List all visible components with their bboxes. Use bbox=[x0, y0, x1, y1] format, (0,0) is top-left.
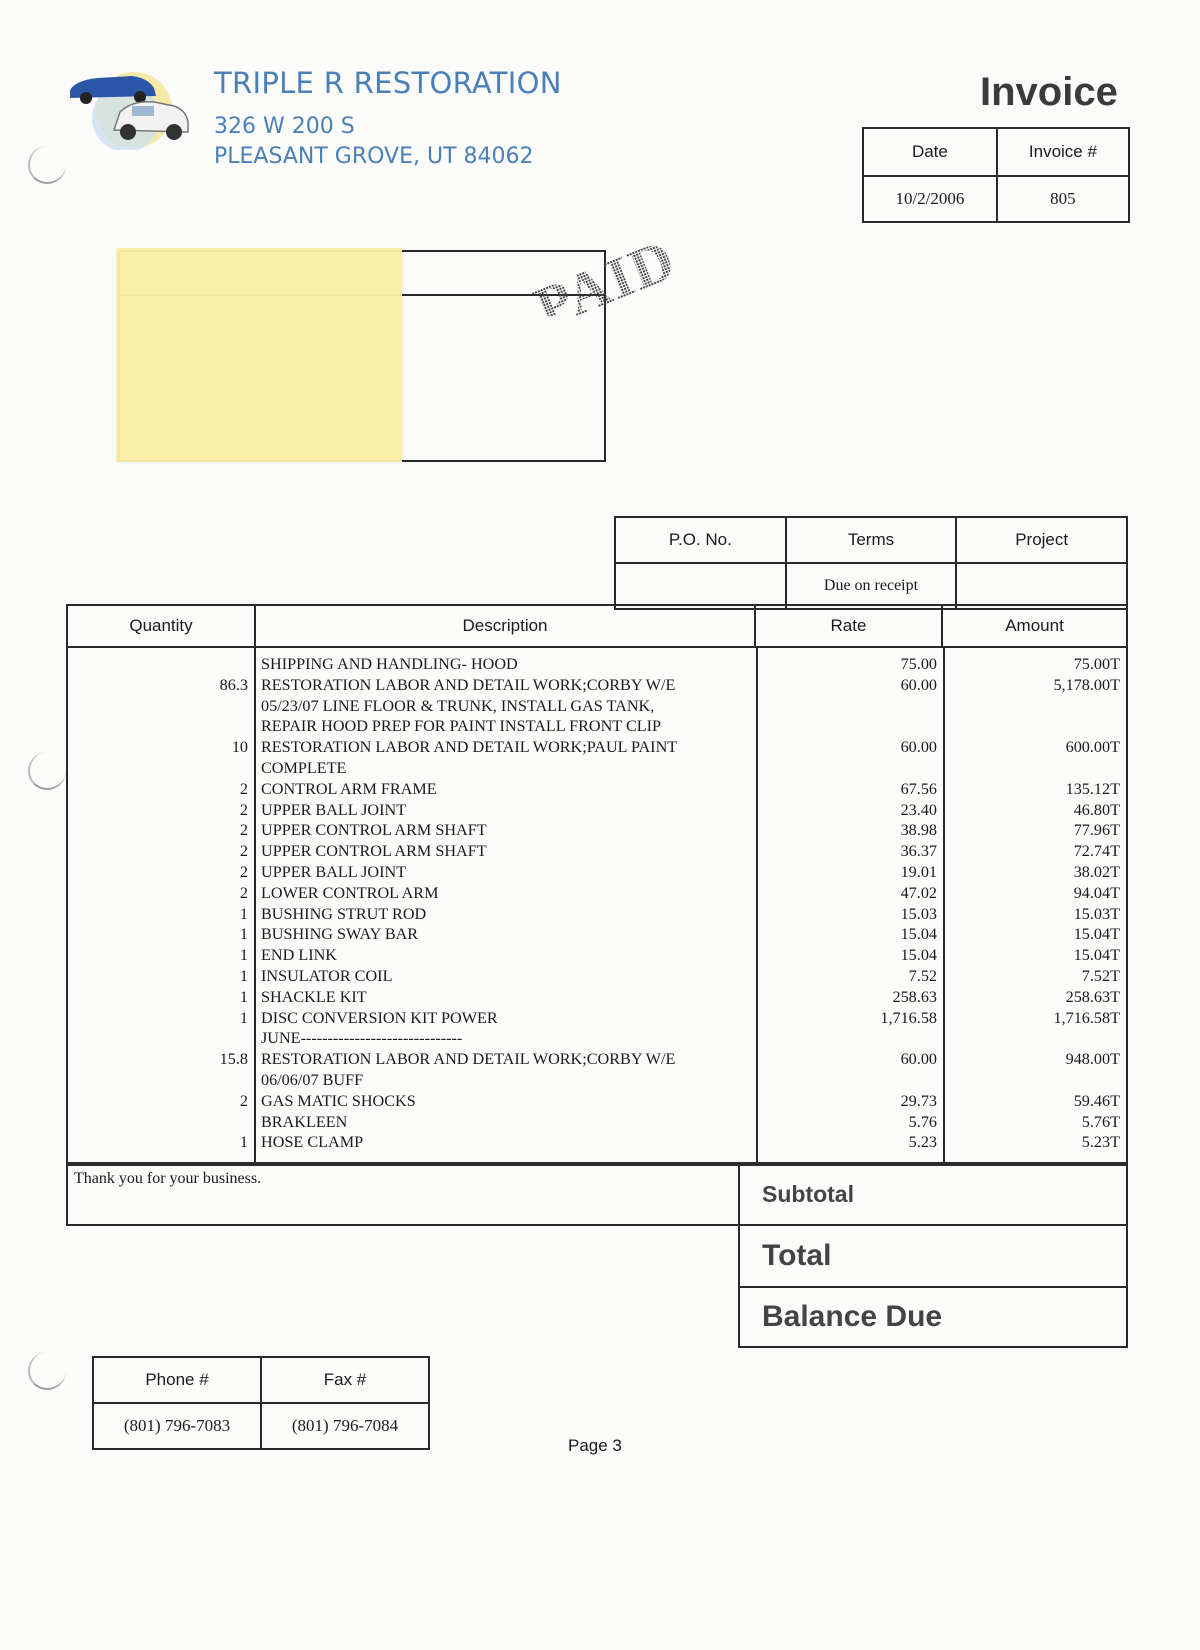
item-description: RESTORATION LABOR AND DETAIL WORK;CORBY W/E 05/23/07 LINE FLOOR & TRUNK, INSTALL GAS TANK, REPAIR HOOD PREP FOR PAINT INSTALL FRONT CLIP bbox=[261, 675, 676, 736]
balance-due-label: Balance Due bbox=[762, 1300, 943, 1333]
item-quantity: 15.8 bbox=[219, 1050, 248, 1069]
item-rate: 60.00 bbox=[900, 1050, 937, 1069]
item-amount: 46.80T bbox=[1073, 800, 1120, 819]
quantity-header: Quantity bbox=[68, 606, 256, 646]
company-address bbox=[214, 112, 534, 172]
binder-hole bbox=[28, 1352, 66, 1390]
item-description: BRAKLEEN bbox=[261, 1112, 348, 1131]
item-quantity: 2 bbox=[239, 883, 248, 902]
item-rate: 5.76 bbox=[908, 1112, 937, 1131]
table-row bbox=[68, 1028, 1126, 1049]
paid-stamp-text: PAID bbox=[525, 225, 685, 316]
terms-label: Terms bbox=[786, 517, 957, 563]
item-rate: 75.00 bbox=[900, 655, 937, 673]
subtotal-label: Subtotal bbox=[740, 1164, 1126, 1226]
item-amount: 258.63T bbox=[1065, 987, 1120, 1006]
item-rate: 15.03 bbox=[900, 904, 937, 923]
fax-label: Fax # bbox=[261, 1357, 429, 1403]
line-items-rows bbox=[68, 654, 1126, 1153]
po-value bbox=[615, 563, 786, 609]
table-row bbox=[68, 841, 1126, 862]
item-description: BUSHING STRUT ROD bbox=[261, 904, 427, 923]
table-row bbox=[68, 1112, 1126, 1133]
item-amount: 38.02T bbox=[1073, 862, 1120, 881]
binder-hole bbox=[28, 146, 66, 184]
item-description: UPPER BALL JOINT bbox=[261, 800, 407, 819]
paid-stamp bbox=[520, 220, 706, 316]
item-rate bbox=[756, 1028, 943, 1049]
item-description: RESTORATION LABOR AND DETAIL WORK;PAUL PAINT COMPLETE bbox=[261, 738, 678, 777]
item-quantity: 1 bbox=[239, 925, 248, 944]
table-row bbox=[68, 904, 1126, 925]
item-amount: 15.03T bbox=[1073, 904, 1120, 923]
item-rate: 15.04 bbox=[900, 925, 937, 944]
item-quantity: 2 bbox=[239, 779, 248, 798]
item-quantity: 1 bbox=[239, 946, 248, 965]
item-quantity: 2 bbox=[239, 862, 248, 881]
binder-hole bbox=[28, 752, 66, 790]
item-amount: 77.96T bbox=[1073, 821, 1120, 840]
item-rate: 60.00 bbox=[900, 738, 937, 757]
address-line-1: 326 W 200 S bbox=[214, 114, 355, 139]
item-quantity: 1 bbox=[239, 904, 248, 923]
thank-you-note: Thank you for your business. bbox=[66, 1162, 740, 1226]
item-description: JUNE------------------------------ bbox=[261, 1029, 463, 1048]
item-quantity: 10 bbox=[231, 738, 248, 757]
table-row bbox=[68, 654, 1126, 675]
table-row bbox=[68, 779, 1126, 800]
invoice-date: 10/2/2006 bbox=[863, 176, 997, 222]
table-row bbox=[68, 924, 1126, 945]
item-quantity: 2 bbox=[239, 842, 248, 861]
table-row bbox=[68, 1091, 1126, 1112]
item-description: BUSHING SWAY BAR bbox=[261, 925, 419, 944]
item-description: END LINK bbox=[261, 946, 337, 965]
table-row bbox=[68, 800, 1126, 821]
table-row bbox=[68, 820, 1126, 841]
item-quantity: 2 bbox=[239, 800, 248, 819]
table-row bbox=[68, 1049, 1126, 1091]
rate-header: Rate bbox=[756, 606, 943, 646]
item-description: GAS MATIC SHOCKS bbox=[261, 1091, 416, 1110]
item-rate: 23.40 bbox=[900, 800, 937, 819]
item-amount: 600.00T bbox=[1065, 738, 1120, 757]
line-items-table bbox=[66, 604, 1128, 1166]
item-description: SHACKLE KIT bbox=[261, 987, 367, 1006]
invoice-number: 805 bbox=[997, 176, 1129, 222]
total-label: Total bbox=[740, 1226, 1126, 1288]
table-row bbox=[68, 945, 1126, 966]
classic-cars-logo-icon bbox=[62, 60, 202, 150]
project-value bbox=[956, 563, 1127, 609]
item-quantity: 86.3 bbox=[219, 675, 248, 694]
item-rate: 1,716.58 bbox=[880, 1008, 937, 1027]
item-quantity: 1 bbox=[239, 1008, 248, 1027]
description-header: Description bbox=[256, 606, 756, 646]
table-row bbox=[68, 883, 1126, 904]
phone-label: Phone # bbox=[93, 1357, 261, 1403]
item-description: HOSE CLAMP bbox=[261, 1133, 364, 1152]
item-quantity bbox=[68, 654, 254, 675]
terms-value: Due on receipt bbox=[786, 563, 957, 609]
amount-header: Amount bbox=[1005, 616, 1064, 635]
item-description: UPPER BALL JOINT bbox=[261, 862, 407, 881]
table-row bbox=[68, 737, 1126, 779]
item-amount: 15.04T bbox=[1073, 946, 1120, 965]
table-row bbox=[68, 987, 1126, 1008]
item-quantity bbox=[68, 1112, 254, 1133]
invoice-number-label: Invoice # bbox=[997, 128, 1129, 176]
item-amount bbox=[943, 1028, 1126, 1049]
table-row bbox=[68, 1132, 1126, 1153]
item-rate: 7.52 bbox=[908, 966, 937, 985]
invoice-title: Invoice bbox=[980, 70, 1118, 114]
item-amount: 94.04T bbox=[1073, 883, 1120, 902]
table-row bbox=[68, 675, 1126, 737]
item-quantity: 2 bbox=[239, 821, 248, 840]
table-row bbox=[68, 1008, 1126, 1029]
line-items-header bbox=[68, 606, 1126, 648]
terms-table bbox=[614, 516, 1128, 610]
item-quantity: 2 bbox=[239, 1091, 248, 1110]
page-number: Page 3 bbox=[568, 1436, 622, 1455]
sticky-note bbox=[116, 248, 402, 462]
table-row bbox=[68, 966, 1126, 987]
item-amount: 5,178.00T bbox=[1053, 675, 1120, 694]
item-description: RESTORATION LABOR AND DETAIL WORK;CORBY W/E 06/06/07 BUFF bbox=[261, 1050, 676, 1089]
contact-table bbox=[92, 1356, 430, 1450]
item-description: UPPER CONTROL ARM SHAFT bbox=[261, 821, 487, 840]
item-amount: 72.74T bbox=[1073, 842, 1120, 861]
item-rate: 47.02 bbox=[900, 883, 937, 902]
item-amount: 59.46T bbox=[1073, 1091, 1120, 1110]
line-items-body bbox=[68, 648, 1126, 1164]
totals-box bbox=[738, 1162, 1128, 1348]
item-rate: 36.37 bbox=[900, 842, 937, 861]
item-rate: 38.98 bbox=[900, 821, 937, 840]
fax-number: (801) 796-7084 bbox=[261, 1403, 429, 1449]
item-rate: 29.73 bbox=[900, 1091, 937, 1110]
item-quantity bbox=[68, 1028, 254, 1049]
item-quantity: 1 bbox=[239, 1133, 248, 1152]
item-amount: 5.23T bbox=[1081, 1133, 1120, 1152]
item-amount: 5.76T bbox=[1081, 1112, 1120, 1131]
item-rate: 5.23 bbox=[908, 1133, 937, 1152]
item-quantity: 1 bbox=[239, 987, 248, 1006]
address-line-2: PLEASANT GROVE, UT 84062 bbox=[214, 144, 534, 169]
item-amount: 7.52T bbox=[1081, 966, 1120, 985]
item-amount: 1,716.58T bbox=[1053, 1008, 1120, 1027]
table-row bbox=[68, 862, 1126, 883]
item-description: DISC CONVERSION KIT POWER bbox=[261, 1008, 498, 1027]
item-amount: 135.12T bbox=[1065, 779, 1120, 798]
item-description: LOWER CONTROL ARM bbox=[261, 883, 439, 902]
item-rate: 67.56 bbox=[900, 779, 937, 798]
project-label: Project bbox=[956, 517, 1127, 563]
item-description: UPPER CONTROL ARM SHAFT bbox=[261, 842, 487, 861]
item-rate: 258.63 bbox=[892, 987, 937, 1006]
item-description: INSULATOR COIL bbox=[261, 966, 393, 985]
item-description: CONTROL ARM FRAME bbox=[261, 779, 437, 798]
invoice-header-table bbox=[862, 127, 1130, 223]
company-name: TRIPLE R RESTORATION bbox=[214, 66, 562, 100]
phone-number: (801) 796-7083 bbox=[93, 1403, 261, 1449]
item-quantity: 1 bbox=[239, 966, 248, 985]
item-amount: 75.00T bbox=[1073, 655, 1120, 673]
item-amount: 15.04T bbox=[1073, 925, 1120, 944]
item-rate: 15.04 bbox=[900, 946, 937, 965]
item-rate: 19.01 bbox=[900, 862, 937, 881]
po-label: P.O. No. bbox=[615, 517, 786, 563]
item-amount: 948.00T bbox=[1065, 1050, 1120, 1069]
date-label: Date bbox=[863, 128, 997, 176]
item-rate: 60.00 bbox=[900, 675, 937, 694]
item-description: SHIPPING AND HANDLING- HOOD bbox=[261, 655, 518, 673]
